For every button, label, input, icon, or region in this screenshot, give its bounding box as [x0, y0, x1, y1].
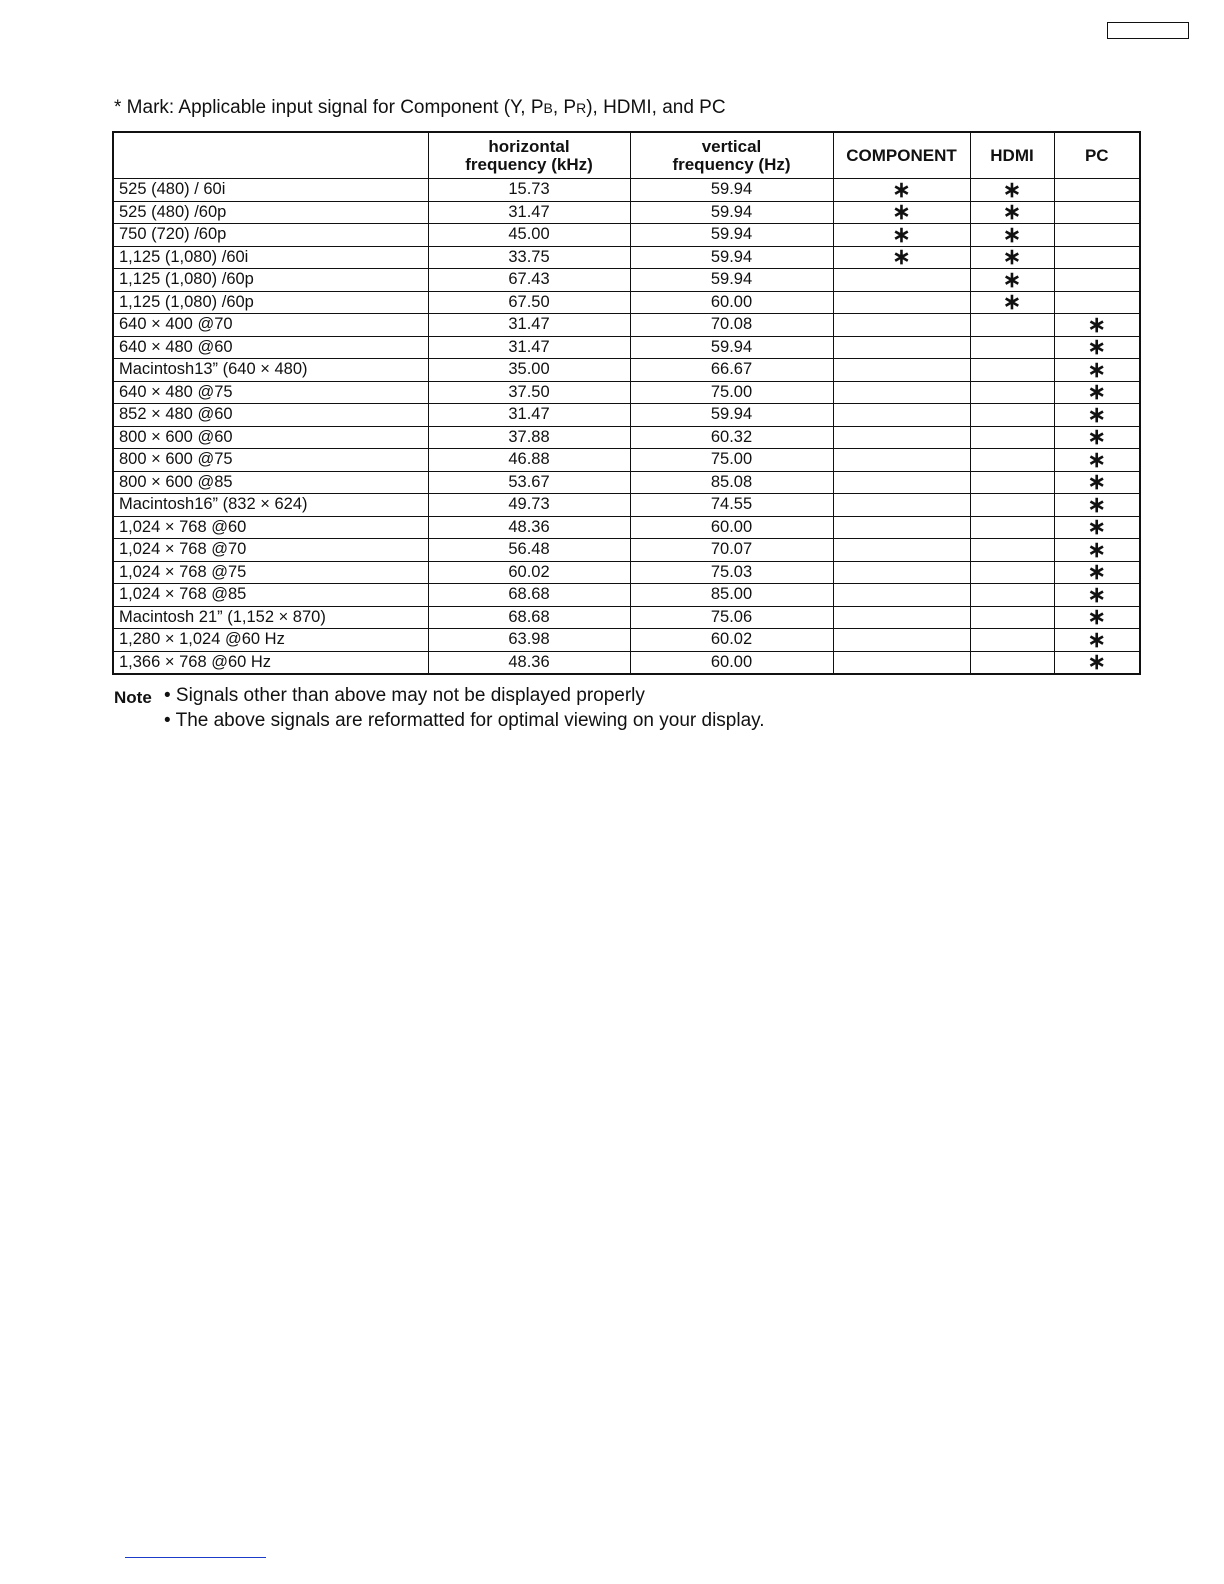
cell-vertical-frequency: 74.55 [630, 494, 833, 517]
cell-hdmi-mark [970, 606, 1054, 629]
cell-pc-mark: ∗ [1054, 606, 1140, 629]
cell-vertical-frequency: 60.32 [630, 426, 833, 449]
cell-component-mark [833, 539, 970, 562]
table-row [113, 584, 1140, 607]
cell-pc-mark: ∗ [1054, 359, 1140, 382]
cell-pc-mark: ∗ [1054, 494, 1140, 517]
cell-vertical-frequency: 59.94 [630, 404, 833, 427]
cell-signal: 800 × 600 @60 [113, 426, 428, 449]
cell-hdmi-mark [970, 404, 1054, 427]
cell-horizontal-frequency: 63.98 [428, 629, 630, 652]
cell-pc-mark [1054, 291, 1140, 314]
table-row [113, 291, 1140, 314]
cell-signal: 1,024 × 768 @60 [113, 516, 428, 539]
cell-vertical-frequency: 75.00 [630, 449, 833, 472]
cell-signal: 1,366 × 768 @60 Hz [113, 651, 428, 674]
cell-vertical-frequency: 66.67 [630, 359, 833, 382]
cell-pc-mark [1054, 269, 1140, 292]
table-caption [114, 97, 726, 119]
cell-hdmi-mark: ∗ [970, 179, 1054, 202]
header-hdmi: HDMI [970, 132, 1054, 179]
cell-signal: 1,280 × 1,024 @60 Hz [113, 629, 428, 652]
cell-vertical-frequency: 59.94 [630, 269, 833, 292]
caption-subscript-b: B [543, 100, 553, 116]
cell-vertical-frequency: 75.03 [630, 561, 833, 584]
cell-vertical-frequency: 60.00 [630, 291, 833, 314]
cell-signal: Macintosh13” (640 × 480) [113, 359, 428, 382]
table-row [113, 516, 1140, 539]
cell-hdmi-mark [970, 516, 1054, 539]
header-vertical-line1: vertical [701, 136, 762, 156]
cell-signal: 525 (480) /60p [113, 201, 428, 224]
cell-horizontal-frequency: 56.48 [428, 539, 630, 562]
cell-signal: Macintosh 21” (1,152 × 870) [113, 606, 428, 629]
cell-vertical-frequency: 60.02 [630, 629, 833, 652]
table-row [113, 426, 1140, 449]
header-component: COMPONENT [833, 132, 970, 179]
footer-rule [125, 1557, 266, 1558]
cell-pc-mark: ∗ [1054, 539, 1140, 562]
cell-hdmi-mark [970, 494, 1054, 517]
cell-horizontal-frequency: 37.50 [428, 381, 630, 404]
table-row [113, 381, 1140, 404]
cell-pc-mark [1054, 224, 1140, 247]
cell-pc-mark: ∗ [1054, 651, 1140, 674]
cell-component-mark [833, 381, 970, 404]
cell-signal: Macintosh16” (832 × 624) [113, 494, 428, 517]
cell-horizontal-frequency: 68.68 [428, 584, 630, 607]
cell-horizontal-frequency: 33.75 [428, 246, 630, 269]
cell-component-mark [833, 336, 970, 359]
cell-hdmi-mark: ∗ [970, 224, 1054, 247]
cell-vertical-frequency: 70.07 [630, 539, 833, 562]
cell-horizontal-frequency: 60.02 [428, 561, 630, 584]
cell-component-mark [833, 494, 970, 517]
cell-component-mark [833, 404, 970, 427]
table-row [113, 179, 1140, 202]
cell-signal: 640 × 480 @75 [113, 381, 428, 404]
cell-horizontal-frequency: 48.36 [428, 651, 630, 674]
note-line: • Signals other than above may not be displayed properly [164, 685, 645, 706]
table-row [113, 359, 1140, 382]
cell-component-mark [833, 629, 970, 652]
cell-vertical-frequency: 59.94 [630, 201, 833, 224]
header-vertical-frequency [630, 132, 833, 179]
table-row [113, 404, 1140, 427]
cell-horizontal-frequency: 53.67 [428, 471, 630, 494]
cell-hdmi-mark [970, 449, 1054, 472]
cell-signal: 800 × 600 @85 [113, 471, 428, 494]
cell-horizontal-frequency: 31.47 [428, 404, 630, 427]
cell-horizontal-frequency: 67.50 [428, 291, 630, 314]
header-signal [113, 132, 428, 179]
cell-component-mark: ∗ [833, 224, 970, 247]
note-label: Note [114, 688, 152, 707]
cell-horizontal-frequency: 31.47 [428, 336, 630, 359]
cell-horizontal-frequency: 35.00 [428, 359, 630, 382]
cell-vertical-frequency: 60.00 [630, 516, 833, 539]
table-row [113, 201, 1140, 224]
cell-signal: 525 (480) / 60i [113, 179, 428, 202]
header-pc: PC [1054, 132, 1140, 179]
table-row [113, 539, 1140, 562]
cell-pc-mark: ∗ [1054, 449, 1140, 472]
cell-signal: 1,024 × 768 @85 [113, 584, 428, 607]
input-signal-table [112, 131, 1141, 675]
cell-hdmi-mark: ∗ [970, 246, 1054, 269]
cell-pc-mark: ∗ [1054, 584, 1140, 607]
table-row [113, 224, 1140, 247]
page-number-box [1107, 22, 1189, 39]
cell-horizontal-frequency: 49.73 [428, 494, 630, 517]
cell-pc-mark: ∗ [1054, 404, 1140, 427]
cell-vertical-frequency: 59.94 [630, 336, 833, 359]
cell-horizontal-frequency: 37.88 [428, 426, 630, 449]
cell-pc-mark [1054, 201, 1140, 224]
cell-vertical-frequency: 59.94 [630, 179, 833, 202]
cell-component-mark [833, 449, 970, 472]
caption-subscript-r: R [576, 100, 587, 116]
header-horizontal-frequency [428, 132, 630, 179]
cell-signal: 1,125 (1,080) /60p [113, 291, 428, 314]
cell-horizontal-frequency: 45.00 [428, 224, 630, 247]
cell-hdmi-mark [970, 561, 1054, 584]
cell-pc-mark: ∗ [1054, 561, 1140, 584]
cell-vertical-frequency: 59.94 [630, 246, 833, 269]
cell-component-mark [833, 291, 970, 314]
cell-component-mark [833, 516, 970, 539]
cell-component-mark: ∗ [833, 246, 970, 269]
cell-horizontal-frequency: 68.68 [428, 606, 630, 629]
cell-component-mark [833, 359, 970, 382]
table-row [113, 561, 1140, 584]
cell-signal: 800 × 600 @75 [113, 449, 428, 472]
cell-vertical-frequency: 75.06 [630, 606, 833, 629]
cell-signal: 1,024 × 768 @70 [113, 539, 428, 562]
cell-hdmi-mark: ∗ [970, 201, 1054, 224]
caption-prefix: * Mark: Applicable input signal for Component (Y, P [114, 97, 544, 118]
cell-hdmi-mark [970, 584, 1054, 607]
header-horizontal-line1: horizontal [488, 136, 570, 156]
cell-component-mark [833, 314, 970, 337]
table-header-row [113, 132, 1140, 179]
cell-hdmi-mark [970, 359, 1054, 382]
cell-horizontal-frequency: 31.47 [428, 201, 630, 224]
cell-vertical-frequency: 75.00 [630, 381, 833, 404]
cell-pc-mark: ∗ [1054, 314, 1140, 337]
cell-vertical-frequency: 85.00 [630, 584, 833, 607]
cell-horizontal-frequency: 48.36 [428, 516, 630, 539]
cell-signal: 640 × 480 @60 [113, 336, 428, 359]
cell-signal: 852 × 480 @60 [113, 404, 428, 427]
cell-pc-mark: ∗ [1054, 629, 1140, 652]
cell-pc-mark: ∗ [1054, 381, 1140, 404]
cell-horizontal-frequency: 67.43 [428, 269, 630, 292]
cell-hdmi-mark [970, 539, 1054, 562]
table-body [113, 176, 1140, 675]
cell-horizontal-frequency: 46.88 [428, 449, 630, 472]
cell-signal: 750 (720) /60p [113, 224, 428, 247]
cell-component-mark [833, 584, 970, 607]
table-row [113, 494, 1140, 517]
cell-vertical-frequency: 60.00 [630, 651, 833, 674]
cell-signal: 1,024 × 768 @75 [113, 561, 428, 584]
table-row [113, 269, 1140, 292]
table-row [113, 651, 1140, 674]
table-row [113, 449, 1140, 472]
cell-vertical-frequency: 59.94 [630, 224, 833, 247]
table-row [113, 629, 1140, 652]
cell-component-mark [833, 606, 970, 629]
cell-component-mark [833, 561, 970, 584]
cell-horizontal-frequency: 15.73 [428, 179, 630, 202]
cell-component-mark: ∗ [833, 201, 970, 224]
cell-hdmi-mark [970, 314, 1054, 337]
table-row [113, 314, 1140, 337]
cell-component-mark [833, 269, 970, 292]
cell-component-mark [833, 471, 970, 494]
table-row [113, 336, 1140, 359]
cell-component-mark [833, 651, 970, 674]
caption-suffix: ), HDMI, and PC [586, 97, 726, 118]
table-row [113, 246, 1140, 269]
cell-signal: 1,125 (1,080) /60p [113, 269, 428, 292]
cell-pc-mark [1054, 179, 1140, 202]
cell-hdmi-mark [970, 651, 1054, 674]
cell-hdmi-mark [970, 381, 1054, 404]
cell-hdmi-mark: ∗ [970, 291, 1054, 314]
cell-component-mark [833, 426, 970, 449]
cell-pc-mark [1054, 246, 1140, 269]
cell-hdmi-mark [970, 471, 1054, 494]
cell-pc-mark: ∗ [1054, 516, 1140, 539]
cell-pc-mark: ∗ [1054, 426, 1140, 449]
cell-hdmi-mark [970, 426, 1054, 449]
note-line: • The above signals are reformatted for optimal viewing on your display. [164, 710, 765, 731]
cell-vertical-frequency: 85.08 [630, 471, 833, 494]
cell-hdmi-mark [970, 336, 1054, 359]
caption-mid: , P [552, 97, 577, 118]
cell-signal: 1,125 (1,080) /60i [113, 246, 428, 269]
cell-component-mark: ∗ [833, 179, 970, 202]
cell-hdmi-mark [970, 629, 1054, 652]
header-horizontal-line2: frequency (kHz) [465, 154, 593, 174]
cell-vertical-frequency: 70.08 [630, 314, 833, 337]
cell-horizontal-frequency: 31.47 [428, 314, 630, 337]
cell-signal: 640 × 400 @70 [113, 314, 428, 337]
cell-pc-mark: ∗ [1054, 336, 1140, 359]
cell-hdmi-mark: ∗ [970, 269, 1054, 292]
cell-pc-mark: ∗ [1054, 471, 1140, 494]
table-row [113, 606, 1140, 629]
table-row [113, 471, 1140, 494]
header-vertical-line2: frequency (Hz) [672, 154, 791, 174]
